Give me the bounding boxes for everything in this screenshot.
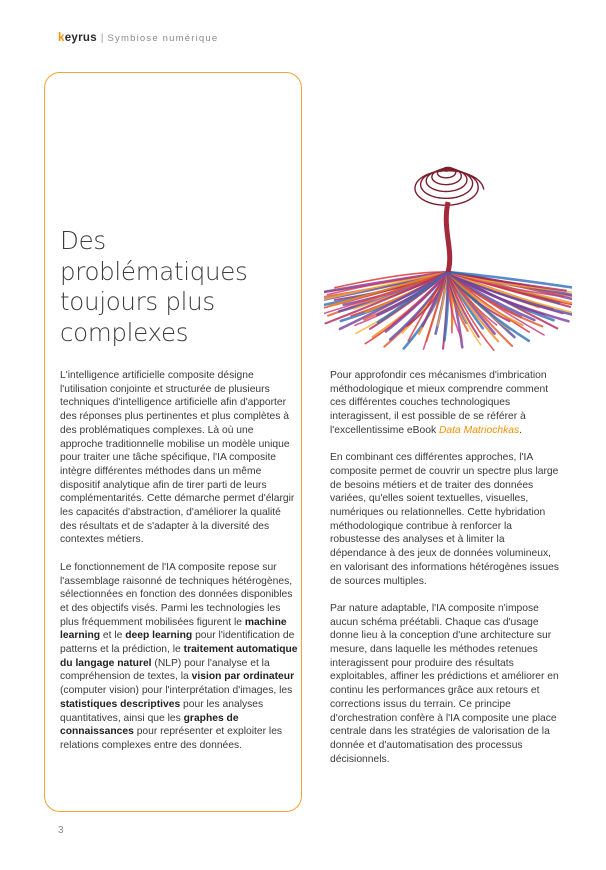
page-title: Des problématiques toujours plus complexes [60, 226, 248, 347]
left-paragraph-1: L'intelligence artificielle composite désigne l'utilisation conjointe et structurée de plusieurs techniques d'intelligence artificielle afin d'apporter des réponses plus pertinentes et plus complètes à des problématiques complexes. Là où une approche traditionnelle mobilise un modèle unique pour traiter une tâche spécifique, l'IA composite intègre différentes méthodes dans un même dispositif analytique afin de tirer parti de leurs complémentarités. Cette démarche permet d'élargir les capacités d'abstraction, d'améliorer la qualité des résultats et de s'adapter à la diversité des contextes métiers. [60, 370, 295, 546]
illustration-rays [324, 272, 572, 350]
illustration-spiral-line [415, 167, 484, 205]
swirl-illustration [324, 140, 572, 356]
ebook-link[interactable]: Data Matriochkas [439, 424, 520, 436]
illustration-stem [446, 202, 449, 272]
header-tagline: Symbiose numérique [107, 33, 219, 44]
illustration-spiral [415, 167, 484, 272]
right-paragraph-2: En combinant ces différentes approches, l'IA composite permet de couvrir un spectre plus large de besoins métiers et de traiter des données variées, qu'elles soient textuelles, visuelles, numériques ou relationnelles. Cette hybridation méthodologique contribue à renforcer la robustesse des analyses et à limiter la dépendance à des jeux de données volumineux, en valorisant des informations hétérogènes issues de sources multiples. [330, 452, 559, 587]
page-header [58, 32, 218, 44]
right-column [330, 369, 564, 766]
right-paragraph-1: Pour approfondir ces mécanismes d'imbrication méthodologique et mieux comprendre comment ces différentes couches technologiques interagissent, il est possible de se référer à l'excellentissime eBook Data Matriochkas. [330, 370, 549, 436]
keyrus-logo: keyrus [58, 32, 97, 44]
page-number: 3 [58, 825, 64, 836]
left-paragraph-2: Le fonctionnement de l'IA composite repose sur l'assemblage raisonné de techniques hétérogènes, sélectionnées en fonction des données disponibles et des objectifs visés. Parmi les technologies les plus fréquemment mobilisées figurent le machine learning et le deep learning pour l'identification de patterns et la prédiction, le traitement automatique du langage naturel (NLP) pour l'analyse et la compréhension de textes, la vision par ordinateur (computer vision) pour l'interprétation d'images, les statistiques descriptives pour les analyses quantitatives, ainsi que les graphes de connaissances pour représenter et exploiter les relations complexes entre des données. [60, 561, 298, 751]
left-column [60, 369, 298, 753]
header-separator: | [100, 33, 104, 44]
right-paragraph-3: Par nature adaptable, l'IA composite n'impose aucun schéma préétabli. Chaque cas d'usage donne lieu à la conception d'une architecture sur mesure, dans laquelle les méthodes retenues interagissent pour produire des résultats exploitables, affiner les prédictions et améliorer en continu les performances grâce aux retours et corrections issus du terrain. Ce principe d'orchestration confère à l'IA composite une place centrale dans les stratégies de valorisation de la donnée et d'automatisation des processus décisionnels. [330, 602, 559, 765]
